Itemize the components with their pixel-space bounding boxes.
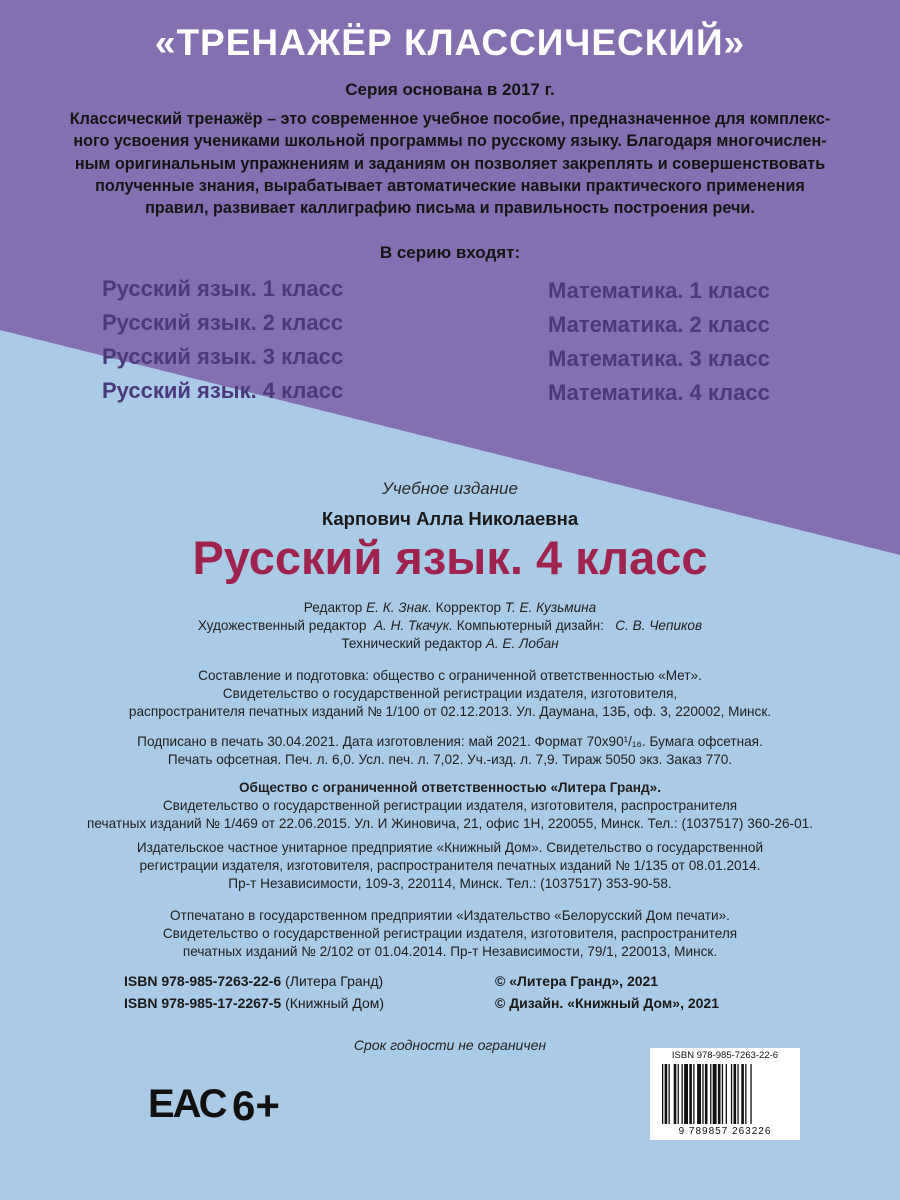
publisher1-block — [0, 779, 900, 833]
preparation-line: Составление и подготовка: общество с ограниченной ответственностью «Мет». — [198, 668, 702, 683]
publisher1-name: Общество с ограниченной ответственностью «Литера Гранд». — [238, 780, 661, 795]
barcode-icon — [660, 1064, 790, 1126]
book-item: Математика. 3 класс — [548, 346, 770, 371]
printer-line: печатных изданий № 2/102 от 01.04.2014. Пр-т Независимости, 79/1, 220013, Минск. — [182, 944, 718, 959]
book-item: Математика. 1 класс — [548, 278, 770, 303]
printer-line: Отпечатано в государственном предприятии «Издательство «Белорусский Дом печати». — [170, 908, 730, 923]
book-title: Русский язык. 4 класс — [192, 531, 708, 584]
credits-block — [0, 599, 900, 653]
isbn-line: ISBN 978-985-17-2267-5 (Книжный Дом) — [124, 995, 385, 1011]
book-item: Математика. 2 класс — [548, 312, 770, 337]
description-line: Классический тренажёр – это современное учебное пособие, предназначенное для комплекс- — [69, 110, 831, 128]
series-title: «ТРЕНАЖЁР КЛАССИЧЕСКИЙ» — [154, 22, 746, 63]
shelf-life: Срок годности не ограничен — [353, 1037, 547, 1053]
description-line: ным оригинальным упражнениям и заданиям он позволяет закреплять и совершенствовать — [74, 154, 826, 173]
publisher2-line: регистрации издателя, изготовителя, распространителя печатных изданий № 1/135 от 08.01.2014. — [139, 858, 761, 873]
description-line: ного усвоения учениками школьной программы по русскому языку. Благодаря многочислен- — [73, 132, 827, 151]
series-description — [28, 108, 872, 219]
print-info-line: Подписано в печать 30.04.2021. Дата изготовления: май 2021. Формат 70х90¹/₁₆. Бумага офсетная. — [137, 734, 763, 749]
printer-block — [0, 907, 900, 961]
book-item: Русский язык. 1 класс — [102, 276, 344, 301]
copyright-block — [495, 970, 719, 1014]
isbn-block — [124, 970, 384, 1014]
publisher1-line: печатных изданий № 1/469 от 22.06.2015. Ул. И Жиновича, 21, офис 1Н, 220055, Минск. Тел.: (1037517) 360-26-01. — [87, 816, 813, 831]
barcode-number: 9 789857 263226 — [678, 1126, 772, 1137]
credits-line-2: Художественный редактор А. Н. Ткачук. Компьютерный дизайн: С. В. Чепиков — [197, 618, 703, 633]
description-line: полученные знания, вырабатывает автоматические навыки практического применения — [95, 176, 805, 195]
series-founded: Серия основана в 2017 г. — [345, 80, 555, 99]
description-line: правил, развивает каллиграфию письма и правильность построения речи. — [145, 199, 755, 218]
book-item: Русский язык. 3 класс — [102, 344, 344, 369]
isbn-line: ISBN 978-985-7263-22-6 (Литера Гранд) — [124, 973, 384, 989]
edition-type: Учебное издание — [382, 479, 518, 498]
preparation-line: распространителя печатных изданий № 1/100 от 02.12.2013. Ул. Даумана, 13Б, оф. 3, 220002, Минск. — [128, 704, 772, 719]
books-list-russian — [102, 272, 343, 408]
print-info-line: Печать офсетная. Печ. л. 6,0. Усл. печ. л. 7,02. Уч.-изд. л. 7,9. Тираж 5050 экз. Заказ 770. — [167, 752, 733, 767]
printer-line: Свидетельство о государственной регистрации издателя, изготовителя, распространителя — [162, 926, 738, 941]
publisher2-block — [0, 839, 900, 893]
book-item: Русский язык. 2 класс — [102, 310, 344, 335]
barcode — [650, 1048, 800, 1140]
credits-line-1: Редактор Е. К. Знак. Корректор Т. Е. Кузьмина — [303, 600, 597, 615]
author-name: Карпович Алла Николаевна — [321, 508, 579, 529]
publisher1-line: Свидетельство о государственной регистрации издателя, изготовителя, распространителя — [162, 798, 738, 813]
copyright-line: © Дизайн. «Книжный Дом», 2021 — [495, 995, 719, 1011]
books-list-math — [548, 274, 770, 410]
preparation-block — [0, 667, 900, 721]
print-info-block — [0, 733, 900, 769]
barcode-isbn: ISBN 978-985-7263-22-6 — [671, 1050, 779, 1061]
book-item: Математика. 4 класс — [548, 380, 770, 405]
publisher2-line: Пр-т Независимости, 109-3, 220114, Минск. Тел.: (1037517) 353-90-58. — [228, 876, 672, 891]
series-includes-heading: В серию входят: — [379, 243, 521, 262]
credits-line-3: Технический редактор А. Е. Лобан — [341, 636, 559, 651]
preparation-line: Свидетельство о государственной регистрации издателя, изготовителя, — [222, 686, 678, 701]
copyright-line: © «Литера Гранд», 2021 — [495, 973, 659, 989]
age-rating: 6+ — [232, 1082, 280, 1129]
book-item: Русский язык. 4 класс — [102, 378, 344, 403]
eac-mark-icon: ЕАС — [148, 1082, 226, 1126]
publisher2-line: Издательское частное унитарное предприятие «Книжный Дом». Свидетельство о государственной — [136, 840, 764, 855]
